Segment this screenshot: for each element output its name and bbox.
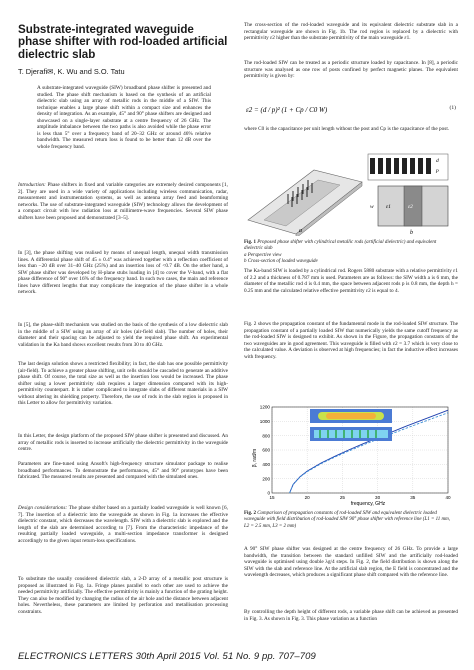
paragraph <box>244 546 458 579</box>
fig1-sub-a: a Perspective view <box>244 252 282 258</box>
fig1-label-d: d <box>436 158 439 164</box>
paragraph-text: The cross-section of the rod-loaded waveguide and its equivalent dielectric substrate slab in a rectangular waveguide are shown in Fig. 1b. The rod region is replaced by a dielectric with permittivity ε2 higher than the substrate permittivity of the main waveguide ε1. <box>244 22 458 42</box>
y-tick-label: 0 <box>267 490 270 496</box>
y-tick-label: 200 <box>262 476 270 482</box>
propagation-chart <box>248 403 456 507</box>
field-distribution-inset <box>310 409 392 441</box>
rod-top-view <box>368 154 448 180</box>
equation-text: ε2 = (d / p)² (1 + Cp / C0 W) <box>246 106 328 114</box>
paragraph-text: The rod-loaded SIW can be treated as a periodic structure loaded by capacitance. In [8], a periodic structure was analysed as one row of posts confined by perfect magnetic planes. The equivalent permittivity is given by: <box>244 60 458 80</box>
paragraph-text: In this Letter, the design platform of the proposed SIW phase shifter is presented and discussed. An array of metallic rods is inserted to increase artificially the dielectric permittivity in the waveguide centre. <box>18 433 228 453</box>
paragraph <box>18 461 228 481</box>
chart-xlabel: frequency, GHz <box>350 501 386 507</box>
paragraph <box>244 22 458 42</box>
y-tick-label: 400 <box>262 461 270 467</box>
fig2-caption-text: Comparison of propagation constants of rod-loaded SIW and equivalent dielectric loaded waveguide with field distribution of rod-loaded SIW 90° phase shifter with reference line (L1 = 11 mm, L2 = 2.5 mm, L3 = 2 mm) <box>244 511 450 529</box>
fig1-label-p: p <box>436 168 439 174</box>
section-heading: Design considerations: <box>18 505 68 511</box>
paragraph-text: Parameters are fine-tuned using Ansoft's high-frequency structure simulator package to realise broadband performances. To demonstrate the performances, 45° and 90° prototypes have been fabricated. The measured results are presented and compared with the simulated ones. <box>18 461 228 481</box>
paragraph <box>18 182 228 221</box>
equation-render <box>244 97 444 123</box>
paragraph-text: Fig. 2 shows the propagation constant of the fundamental mode in the rod-loaded SIW structure. The propagation constant of a partially loaded SIW that numerically yields the same cutoff frequency as the rod-loaded SIW is designed to exhibit. As shown in the Figure, the propagation constants of the two waveguides are in good agreement. This waveguide is filled with ε2 = 3.7 which is very close to the calculated value. A deviation is observed at high frequencies; in fact the inductive effect increases with frequency. <box>244 321 458 360</box>
y-tick-label: 600 <box>262 447 270 453</box>
fig1-label-b: b <box>410 230 413 236</box>
equation-number: (1) <box>449 105 456 111</box>
journal-footer: ELECTRONICS LETTERS 30th April 2015 Vol. 51 No. 9 pp. 707–709 <box>18 651 316 662</box>
paragraph <box>244 60 458 80</box>
section-heading: Introduction: <box>18 182 46 188</box>
x-tick-label: 25 <box>339 495 345 500</box>
fig1-label-w: w <box>370 204 374 210</box>
paragraph <box>244 609 458 622</box>
paragraph-text: In [3], the phase shifting was realised by means of unequal length, unequal width transmission lines. A differential phase shift of 45 ± 0.4° was achieved together with a reflection coefficient of less than −20 dB over 31–40 GHz (25%) and an insertion loss of <0.7 dB. On the other hand, a SIW phase shifter was developed by H-plane stubs loading in [4] to cover the V-band, with a flat phase difference of 90° over 16% of the frequency band. In such two cases, the main and reference lines have different lengths that may complicate the integration of the phase shifter in a whole network. <box>18 250 228 296</box>
figure-1-caption <box>244 240 456 265</box>
paragraph <box>18 250 228 296</box>
x-tick-label: 30 <box>375 495 381 500</box>
equation-block <box>244 97 458 123</box>
figure-1-drawing <box>244 150 456 236</box>
x-tick-label: 40 <box>445 495 451 500</box>
fig1-label-e1: ε1 <box>386 204 391 210</box>
paragraph-text: By controlling the depth height of different rods, a variable phase shift can be achieved as presented in Fig. 3. As shown in Fig. 3. This phase variation as a function <box>244 609 458 622</box>
paragraph <box>18 361 228 407</box>
y-tick-label: 800 <box>262 433 270 439</box>
paper-title: Substrate-integrated waveguide phase shifter with rod-loaded artificial dielectric slab <box>18 23 228 61</box>
fig1-sub-b: b Cross-section of loaded waveguide <box>244 258 318 264</box>
x-tick-label: 15 <box>269 495 275 500</box>
abstract: A substrate-integrated waveguide (SIW) broadband phase shifter is presented and studied. The phase shift mechanism is based on the synthesis of an artificial dielectric slab using an array of metallic rods in the middle of a SIW. This technique enables a large phase shift within a compact size and enhances the density of integration. As an example, 45° and 90° phase shifters are designed and showcased on a single-layer substrate at a centre frequency of 26 GHz. The amplitude imbalance between the two paths is also avoided while the phase error is less than 5° over a frequency band of 20–32 GHz or around 46% relative bandwidth. The measured return loss is found to be better than 12 dB over the whole frequency band. <box>37 85 211 150</box>
perspective-view <box>248 170 362 236</box>
paragraph <box>244 321 458 360</box>
paragraph <box>18 576 228 615</box>
paragraph <box>18 433 228 453</box>
figure-2 <box>248 403 456 507</box>
paper-authors: T. Djerafi✉, K. Wu and S.O. Tatu <box>18 67 125 76</box>
x-tick-label: 35 <box>410 495 416 500</box>
fig1-caption-lead: Fig. 1 <box>244 240 256 245</box>
fig2-caption-lead: Fig. 2 <box>244 511 256 516</box>
paragraph-text: The phase shifter based on a partially loaded waveguide is well known [6, 7]. The insertion of a dielectric into the waveguide as shown in Fig. 1a increases the effective dielectric constant, which decreases the wavelength. SIW with a dielectric slab is explored and the length of the slab are determined according to [7]. From the characteristic impedance of the resulting partially loaded waveguide, a multi-section impedance transformer is designed accordingly to the given input return-loss specifications. <box>18 505 228 544</box>
x-tick-label: 20 <box>304 495 310 500</box>
fig1-caption-text: Proposed phase shifter with cylindrical metallic rods (artificial dielectric) and equivalent dielectric slab <box>244 240 437 252</box>
fig1-label-e2: ε2 <box>408 204 413 210</box>
figure-1 <box>244 150 456 236</box>
chart-ylabel: β, rad/m <box>252 448 258 468</box>
fig1-label-a: a <box>299 228 302 234</box>
paragraph <box>244 268 458 294</box>
paragraph-text: To substitute the usually considered dielectric slab, a 2-D array of a metallic post structure is proposed as illustrated in Fig. 1a. Fringe planes parallel to each other are used to achieve the needed permittivity artificially. The effective permittivity is mainly a function of the grating height. They can also be modified by changing the radius of the air hole and the distance between adjacent holes. Nevertheless, these parameters are limited by perforation and metallisation processing constraints. <box>18 576 228 615</box>
figure-2-caption <box>244 511 456 530</box>
paragraph-text: A 90° SIW phase shifter was designed at the centre frequency of 26 GHz. To provide a large bandwidth, the transition between the standard unfilled SIW and the artificially rod-loaded waveguide is optimised using double λg/4 steps. In Fig. 2, the field distribution is shown along the SIW with the slab and reference line. At the artificial slab region, the E field is concentrated and the wavelength decreases, which produces a significant phase shift compared with the reference line. <box>244 546 458 579</box>
paragraph-text: The Ka-band SIW is loaded by a cylindrical rod. Rogers 5880 substrate with a relative permittivity ε1 of 2.2 and a thickness of 0.787 mm is used. Parameters are as follows: the SIW width a is 6 mm, the diameter of the metallic rod d is 0.4 mm, the space between adjacent rods p is 0.8 mm, the depth h = 0.25 mm and the calculated relative effective permittivity ε2 is equal to 4. <box>244 268 458 294</box>
paragraph-text: Phase shifters in fixed and variable categories are extremely desired components [1, 2]. They are used in a wide variety of applications including wireless communication, radar, measurement and instrumentation systems, as well as antenna array feed and beamforming networks. The use of substrate-integrated waveguide (SIW) technology allows the development of a compact circuit with low radiation loss at millimetre-wave frequencies. Several SIW phase shifters have been proposed and demonstrated [3–5]. <box>18 182 228 221</box>
paragraph-text: The last design solution shows a restricted flexibility; in fact, the slab has one possible permittivity (air-field). To achieve a greater phase shifting, unit cells should be cascaded to generate an additive phase shift. Of course, the total size as well as the insertion loss would be increased. The phase shifter using a lower permittivity slab requires a larger dimension compared with its high-permittivity counterpart. It is rather complicated to integrate slabs of different materials in a SIW without altering its shielding property. Therefore, the use of rods in the slab region is proposed in this Letter to allow for permittivity variation. <box>18 361 228 407</box>
paragraph-text: In [5], the phase-shift mechanism was studied on the basis of the synthesis of a low dielectric slab in the middle of a SIW using an array of air holes (air-field slab). The number of holes, their diameter and their spacing can be adjusted to yield the required phase shift. An experimental validation in the Ka band shows excellent results from 30 to 40 GHz. <box>18 322 228 348</box>
series-line-2 <box>290 413 448 493</box>
paragraph <box>18 322 228 348</box>
paragraph: where C0 is the capacitance per unit length without the post and Cp is the capacitance of the post. <box>244 126 450 132</box>
cross-section-view <box>370 186 448 236</box>
paragraph <box>18 505 228 544</box>
y-tick-label: 1200 <box>259 404 270 410</box>
y-tick-label: 1000 <box>259 418 270 424</box>
